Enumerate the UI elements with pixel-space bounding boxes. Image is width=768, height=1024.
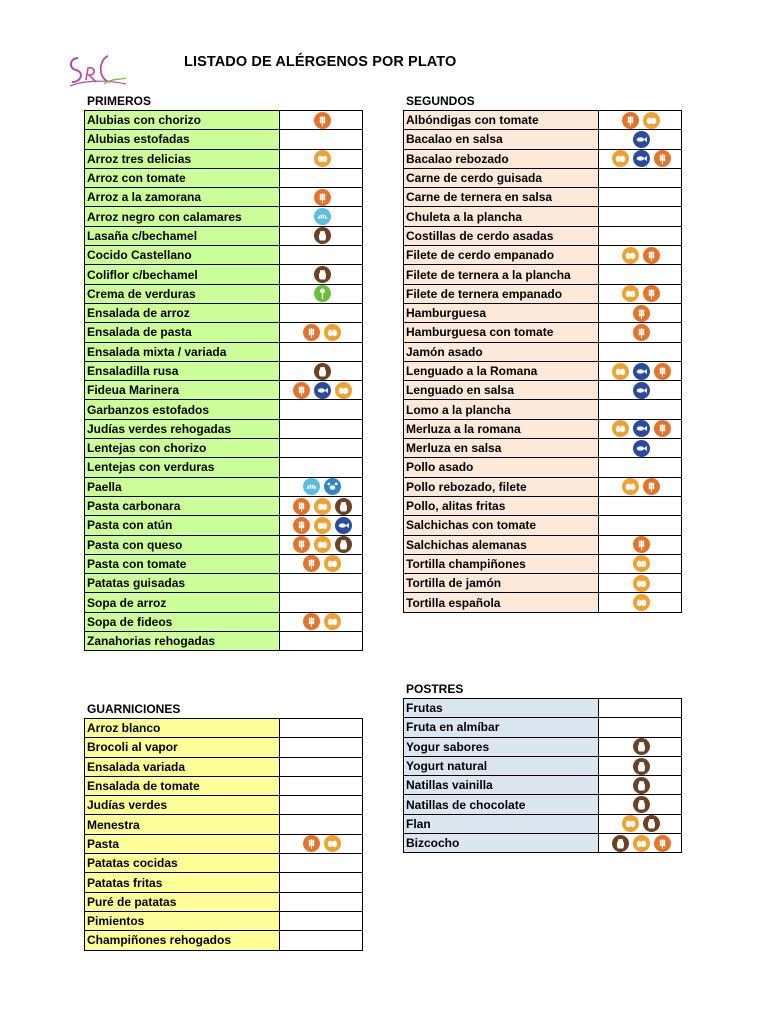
dish-name: Puré de patatas <box>85 892 280 911</box>
allergen-cell <box>280 168 363 187</box>
table-row <box>404 361 682 380</box>
dish-name: Merluza a la romana <box>404 419 599 438</box>
dish-name: Arroz tres delicias <box>85 149 280 168</box>
dish-name: Bacalao rebozado <box>404 149 599 168</box>
gluten-icon <box>643 478 660 495</box>
allergen-cell <box>599 226 682 245</box>
table-row <box>404 226 682 245</box>
table-row <box>404 130 682 149</box>
table-row <box>404 593 682 612</box>
dish-name: Lenguado a la Romana <box>404 361 599 380</box>
allergen-cell <box>599 776 682 795</box>
dish-name: Coliflor c/bechamel <box>85 265 280 284</box>
table-row <box>404 284 682 303</box>
dish-name: Bizcocho <box>404 834 599 853</box>
egg-icon <box>612 420 629 437</box>
fish-icon <box>633 131 650 148</box>
allergen-cell <box>280 593 363 612</box>
table-row <box>85 284 363 303</box>
table-row <box>85 892 363 911</box>
table-row <box>85 400 363 419</box>
dish-name: Lentejas con chorizo <box>85 439 280 458</box>
table-row <box>85 612 363 631</box>
table-row <box>404 419 682 438</box>
dish-name: Flan <box>404 814 599 833</box>
allergen-cell <box>599 381 682 400</box>
gluten-icon <box>293 382 310 399</box>
allergen-cell <box>280 535 363 554</box>
table-row <box>85 931 363 950</box>
dish-name: Garbanzos estofados <box>85 400 280 419</box>
dish-name: Yogurt natural <box>404 756 599 775</box>
table-row <box>404 149 682 168</box>
table-row <box>85 738 363 757</box>
milk-icon <box>612 835 629 852</box>
table-row <box>85 149 363 168</box>
allergen-cell <box>599 188 682 207</box>
allergen-cell <box>599 737 682 756</box>
dish-name: Chuleta a la plancha <box>404 207 599 226</box>
dish-name: Arroz blanco <box>85 719 280 738</box>
gluten-icon <box>303 613 320 630</box>
table-row <box>404 795 682 814</box>
table-row <box>85 439 363 458</box>
table-row <box>85 246 363 265</box>
mollusc-icon <box>314 208 331 225</box>
dish-name: Salchichas con tomate <box>404 516 599 535</box>
dish-name: Carne de cerdo guisada <box>404 168 599 187</box>
fish-icon <box>633 150 650 167</box>
fish-icon <box>335 517 352 534</box>
allergen-cell <box>280 323 363 342</box>
egg-icon <box>314 498 331 515</box>
dish-name: Pollo asado <box>404 458 599 477</box>
dish-name: Lenguado en salsa <box>404 381 599 400</box>
table-row <box>404 458 682 477</box>
table-row <box>85 574 363 593</box>
gluten-icon <box>303 555 320 572</box>
table-row <box>404 496 682 515</box>
dish-name: Judías verdes <box>85 796 280 815</box>
dish-name: Merluza en salsa <box>404 439 599 458</box>
allergen-cell <box>280 284 363 303</box>
dish-name: Judías verdes rehogadas <box>85 419 280 438</box>
table-row <box>85 458 363 477</box>
table-row <box>85 757 363 776</box>
egg-icon <box>633 835 650 852</box>
allergen-cell <box>280 361 363 380</box>
logo <box>64 50 128 90</box>
dish-name: Crema de verduras <box>85 284 280 303</box>
allergen-cell <box>599 342 682 361</box>
gluten-icon <box>293 517 310 534</box>
egg-icon <box>612 363 629 380</box>
dish-name: Ensalada de arroz <box>85 303 280 322</box>
allergen-cell <box>599 814 682 833</box>
egg-icon <box>612 150 629 167</box>
table-row <box>85 873 363 892</box>
table-row <box>404 400 682 419</box>
table-row <box>85 815 363 834</box>
dish-name: Lentejas con verduras <box>85 458 280 477</box>
egg-icon <box>314 536 331 553</box>
egg-icon <box>622 285 639 302</box>
milk-icon <box>633 777 650 794</box>
table-row <box>404 834 682 853</box>
table-row <box>85 168 363 187</box>
gluten-icon <box>643 247 660 264</box>
table-row <box>85 323 363 342</box>
dish-name: Costillas de cerdo asadas <box>404 226 599 245</box>
egg-icon <box>324 613 341 630</box>
allergen-cell <box>280 911 363 930</box>
dish-name: Ensalada mixta / variada <box>85 342 280 361</box>
allergen-cell <box>280 149 363 168</box>
allergen-cell <box>599 168 682 187</box>
dish-name: Filete de ternera empanado <box>404 284 599 303</box>
table-row <box>404 111 682 130</box>
allergen-cell <box>280 757 363 776</box>
table-row <box>85 554 363 573</box>
table-row <box>85 719 363 738</box>
table-row <box>404 265 682 284</box>
allergen-cell <box>280 892 363 911</box>
allergen-cell <box>599 477 682 496</box>
dish-name: Ensalada variada <box>85 757 280 776</box>
dish-name: Yogur sabores <box>404 737 599 756</box>
table-row <box>404 188 682 207</box>
postres-table <box>403 698 682 853</box>
allergen-cell <box>280 130 363 149</box>
gluten-icon <box>314 189 331 206</box>
dish-name: Arroz con tomate <box>85 168 280 187</box>
table-row <box>404 554 682 573</box>
allergen-cell <box>599 574 682 593</box>
egg-icon <box>335 382 352 399</box>
gluten-icon <box>654 363 671 380</box>
table-row <box>85 207 363 226</box>
milk-icon <box>633 758 650 775</box>
dish-name: Pimientos <box>85 911 280 930</box>
dish-name: Patatas guisadas <box>85 574 280 593</box>
allergen-cell <box>280 303 363 322</box>
allergen-cell <box>599 795 682 814</box>
dish-name: Pasta <box>85 834 280 853</box>
table-row <box>85 535 363 554</box>
section-title-postres: POSTRES <box>406 682 464 696</box>
gluten-icon <box>633 324 650 341</box>
table-row <box>85 419 363 438</box>
table-row <box>85 361 363 380</box>
dish-name: Natillas de chocolate <box>404 795 599 814</box>
table-row <box>404 323 682 342</box>
dish-name: Tortilla de jamón <box>404 574 599 593</box>
dish-name: Albóndigas con tomate <box>404 111 599 130</box>
dish-name: Pollo rebozado, filete <box>404 477 599 496</box>
allergen-cell <box>280 554 363 573</box>
dish-name: Ensalada de tomate <box>85 776 280 795</box>
egg-icon <box>324 324 341 341</box>
dish-name: Champiñones rehogados <box>85 931 280 950</box>
dish-name: Patatas fritas <box>85 873 280 892</box>
dish-name: Carne de ternera en salsa <box>404 188 599 207</box>
allergen-cell <box>599 419 682 438</box>
allergen-cell <box>280 458 363 477</box>
egg-icon <box>622 247 639 264</box>
gluten-icon <box>293 536 310 553</box>
dish-name: Salchichas alemanas <box>404 535 599 554</box>
milk-icon <box>314 363 331 380</box>
gluten-icon <box>643 285 660 302</box>
table-row <box>85 776 363 795</box>
dish-name: Bacalao en salsa <box>404 130 599 149</box>
section-title-primeros: PRIMEROS <box>87 94 152 108</box>
table-row <box>85 911 363 930</box>
allergen-cell <box>599 718 682 737</box>
section-title-guarniciones: GUARNICIONES <box>87 702 181 716</box>
table-row <box>85 796 363 815</box>
table-row <box>404 535 682 554</box>
dish-name: Pasta con tomate <box>85 554 280 573</box>
table-row <box>85 265 363 284</box>
allergen-cell <box>599 207 682 226</box>
allergen-cell <box>599 458 682 477</box>
gluten-icon <box>654 150 671 167</box>
dish-name: Pollo, alitas fritas <box>404 496 599 515</box>
allergen-cell <box>280 265 363 284</box>
egg-icon <box>314 517 331 534</box>
egg-icon <box>622 815 639 832</box>
allergen-cell <box>599 149 682 168</box>
allergen-cell <box>280 854 363 873</box>
allergen-cell <box>599 439 682 458</box>
dish-name: Lasaña c/bechamel <box>85 226 280 245</box>
dish-name: Zanahorias rehogadas <box>85 632 280 651</box>
egg-icon <box>314 150 331 167</box>
allergen-cell <box>280 381 363 400</box>
table-row <box>404 699 682 718</box>
table-row <box>85 854 363 873</box>
allergen-cell <box>280 796 363 815</box>
primeros-table <box>84 110 363 651</box>
allergen-cell <box>280 342 363 361</box>
allergen-cell <box>280 632 363 651</box>
allergen-cell <box>280 111 363 130</box>
allergen-cell <box>280 815 363 834</box>
allergen-cell <box>599 496 682 515</box>
dish-name: Ensaladilla rusa <box>85 361 280 380</box>
dish-name: Patatas cocidas <box>85 854 280 873</box>
table-row <box>85 632 363 651</box>
allergen-cell <box>599 361 682 380</box>
allergen-cell <box>280 738 363 757</box>
dish-name: Arroz a la zamorana <box>85 188 280 207</box>
dish-name: Tortilla española <box>404 593 599 612</box>
fish-icon <box>633 440 650 457</box>
dish-name: Alubias estofadas <box>85 130 280 149</box>
allergen-cell <box>599 265 682 284</box>
allergen-cell <box>599 130 682 149</box>
dish-name: Filete de cerdo empanado <box>404 246 599 265</box>
table-row <box>85 496 363 515</box>
table-row <box>85 226 363 245</box>
allergen-cell <box>599 111 682 130</box>
table-row <box>404 381 682 400</box>
allergen-cell <box>599 554 682 573</box>
mollusc-icon <box>303 478 320 495</box>
allergen-cell <box>280 400 363 419</box>
allergen-cell <box>280 834 363 853</box>
allergen-cell <box>280 719 363 738</box>
milk-icon <box>314 266 331 283</box>
table-row <box>404 168 682 187</box>
allergen-cell <box>280 419 363 438</box>
table-row <box>85 188 363 207</box>
egg-icon <box>324 555 341 572</box>
gluten-icon <box>633 536 650 553</box>
dish-name: Fideua Marinera <box>85 381 280 400</box>
allergen-cell <box>280 246 363 265</box>
dish-name: Hamburguesa <box>404 303 599 322</box>
egg-icon <box>622 478 639 495</box>
milk-icon <box>643 815 660 832</box>
gluten-icon <box>303 324 320 341</box>
milk-icon <box>633 796 650 813</box>
dish-name: Sopa de fideos <box>85 612 280 631</box>
egg-icon <box>633 575 650 592</box>
egg-icon <box>633 594 650 611</box>
dish-name: Alubias con chorizo <box>85 111 280 130</box>
table-row <box>85 342 363 361</box>
allergen-cell <box>280 931 363 950</box>
table-row <box>404 207 682 226</box>
table-row <box>85 303 363 322</box>
fish-icon <box>633 363 650 380</box>
dish-name: Pasta carbonara <box>85 496 280 515</box>
table-row <box>85 516 363 535</box>
table-row <box>404 574 682 593</box>
dish-name: Cocido Castellano <box>85 246 280 265</box>
gluten-icon <box>633 305 650 322</box>
table-row <box>404 246 682 265</box>
segundos-table <box>403 110 682 613</box>
dish-name: Tortilla champiñones <box>404 554 599 573</box>
gluten-icon <box>654 420 671 437</box>
table-row <box>85 111 363 130</box>
allergen-cell <box>280 207 363 226</box>
gluten-icon <box>314 112 331 129</box>
dish-name: Filete de ternera a la plancha <box>404 265 599 284</box>
allergen-cell <box>599 284 682 303</box>
gluten-icon <box>293 498 310 515</box>
milk-icon <box>335 498 352 515</box>
dish-name: Lomo a la plancha <box>404 400 599 419</box>
table-row <box>85 593 363 612</box>
table-row <box>404 737 682 756</box>
dish-name: Ensalada de pasta <box>85 323 280 342</box>
table-row <box>404 477 682 496</box>
dish-name: Brocoli al vapor <box>85 738 280 757</box>
table-row <box>85 381 363 400</box>
allergen-cell <box>280 612 363 631</box>
dish-name: Pasta con queso <box>85 535 280 554</box>
allergen-cell <box>599 699 682 718</box>
table-row <box>85 834 363 853</box>
fish-icon <box>633 382 650 399</box>
allergen-cell <box>280 873 363 892</box>
gluten-icon <box>303 835 320 852</box>
allergen-cell <box>599 535 682 554</box>
milk-icon <box>633 738 650 755</box>
dish-name: Menestra <box>85 815 280 834</box>
crustacean-icon <box>324 478 341 495</box>
table-row <box>85 130 363 149</box>
egg-icon <box>324 835 341 852</box>
allergen-cell <box>280 776 363 795</box>
dish-name: Jamón asado <box>404 342 599 361</box>
guarniciones-table <box>84 718 363 951</box>
table-row <box>404 516 682 535</box>
egg-icon <box>643 112 660 129</box>
allergen-cell <box>599 400 682 419</box>
gluten-icon <box>654 835 671 852</box>
dish-name: Arroz negro con calamares <box>85 207 280 226</box>
table-row <box>404 439 682 458</box>
allergen-cell <box>280 439 363 458</box>
allergen-cell <box>280 574 363 593</box>
table-row <box>404 756 682 775</box>
allergen-cell <box>599 593 682 612</box>
allergen-cell <box>599 834 682 853</box>
allergen-cell <box>280 477 363 496</box>
dish-name: Sopa de arroz <box>85 593 280 612</box>
table-row <box>85 477 363 496</box>
dish-name: Paella <box>85 477 280 496</box>
allergen-cell <box>280 496 363 515</box>
fish-icon <box>314 382 331 399</box>
table-row <box>404 814 682 833</box>
allergen-cell <box>280 516 363 535</box>
table-row <box>404 718 682 737</box>
fish-icon <box>633 420 650 437</box>
page-title: LISTADO DE ALÉRGENOS POR PLATO <box>184 54 457 70</box>
allergen-cell <box>599 246 682 265</box>
section-title-segundos: SEGUNDOS <box>406 94 475 108</box>
allergen-cell <box>280 226 363 245</box>
egg-icon <box>633 555 650 572</box>
allergen-cell <box>599 516 682 535</box>
table-row <box>404 342 682 361</box>
allergen-cell <box>599 303 682 322</box>
gluten-icon <box>622 112 639 129</box>
allergen-cell <box>599 756 682 775</box>
dish-name: Natillas vainilla <box>404 776 599 795</box>
celery-icon <box>314 285 331 302</box>
milk-icon <box>335 536 352 553</box>
dish-name: Fruta en almíbar <box>404 718 599 737</box>
allergen-cell <box>280 188 363 207</box>
table-row <box>404 776 682 795</box>
milk-icon <box>314 227 331 244</box>
dish-name: Pasta con atún <box>85 516 280 535</box>
allergen-cell <box>599 323 682 342</box>
table-row <box>404 303 682 322</box>
dish-name: Hamburguesa con tomate <box>404 323 599 342</box>
dish-name: Frutas <box>404 699 599 718</box>
